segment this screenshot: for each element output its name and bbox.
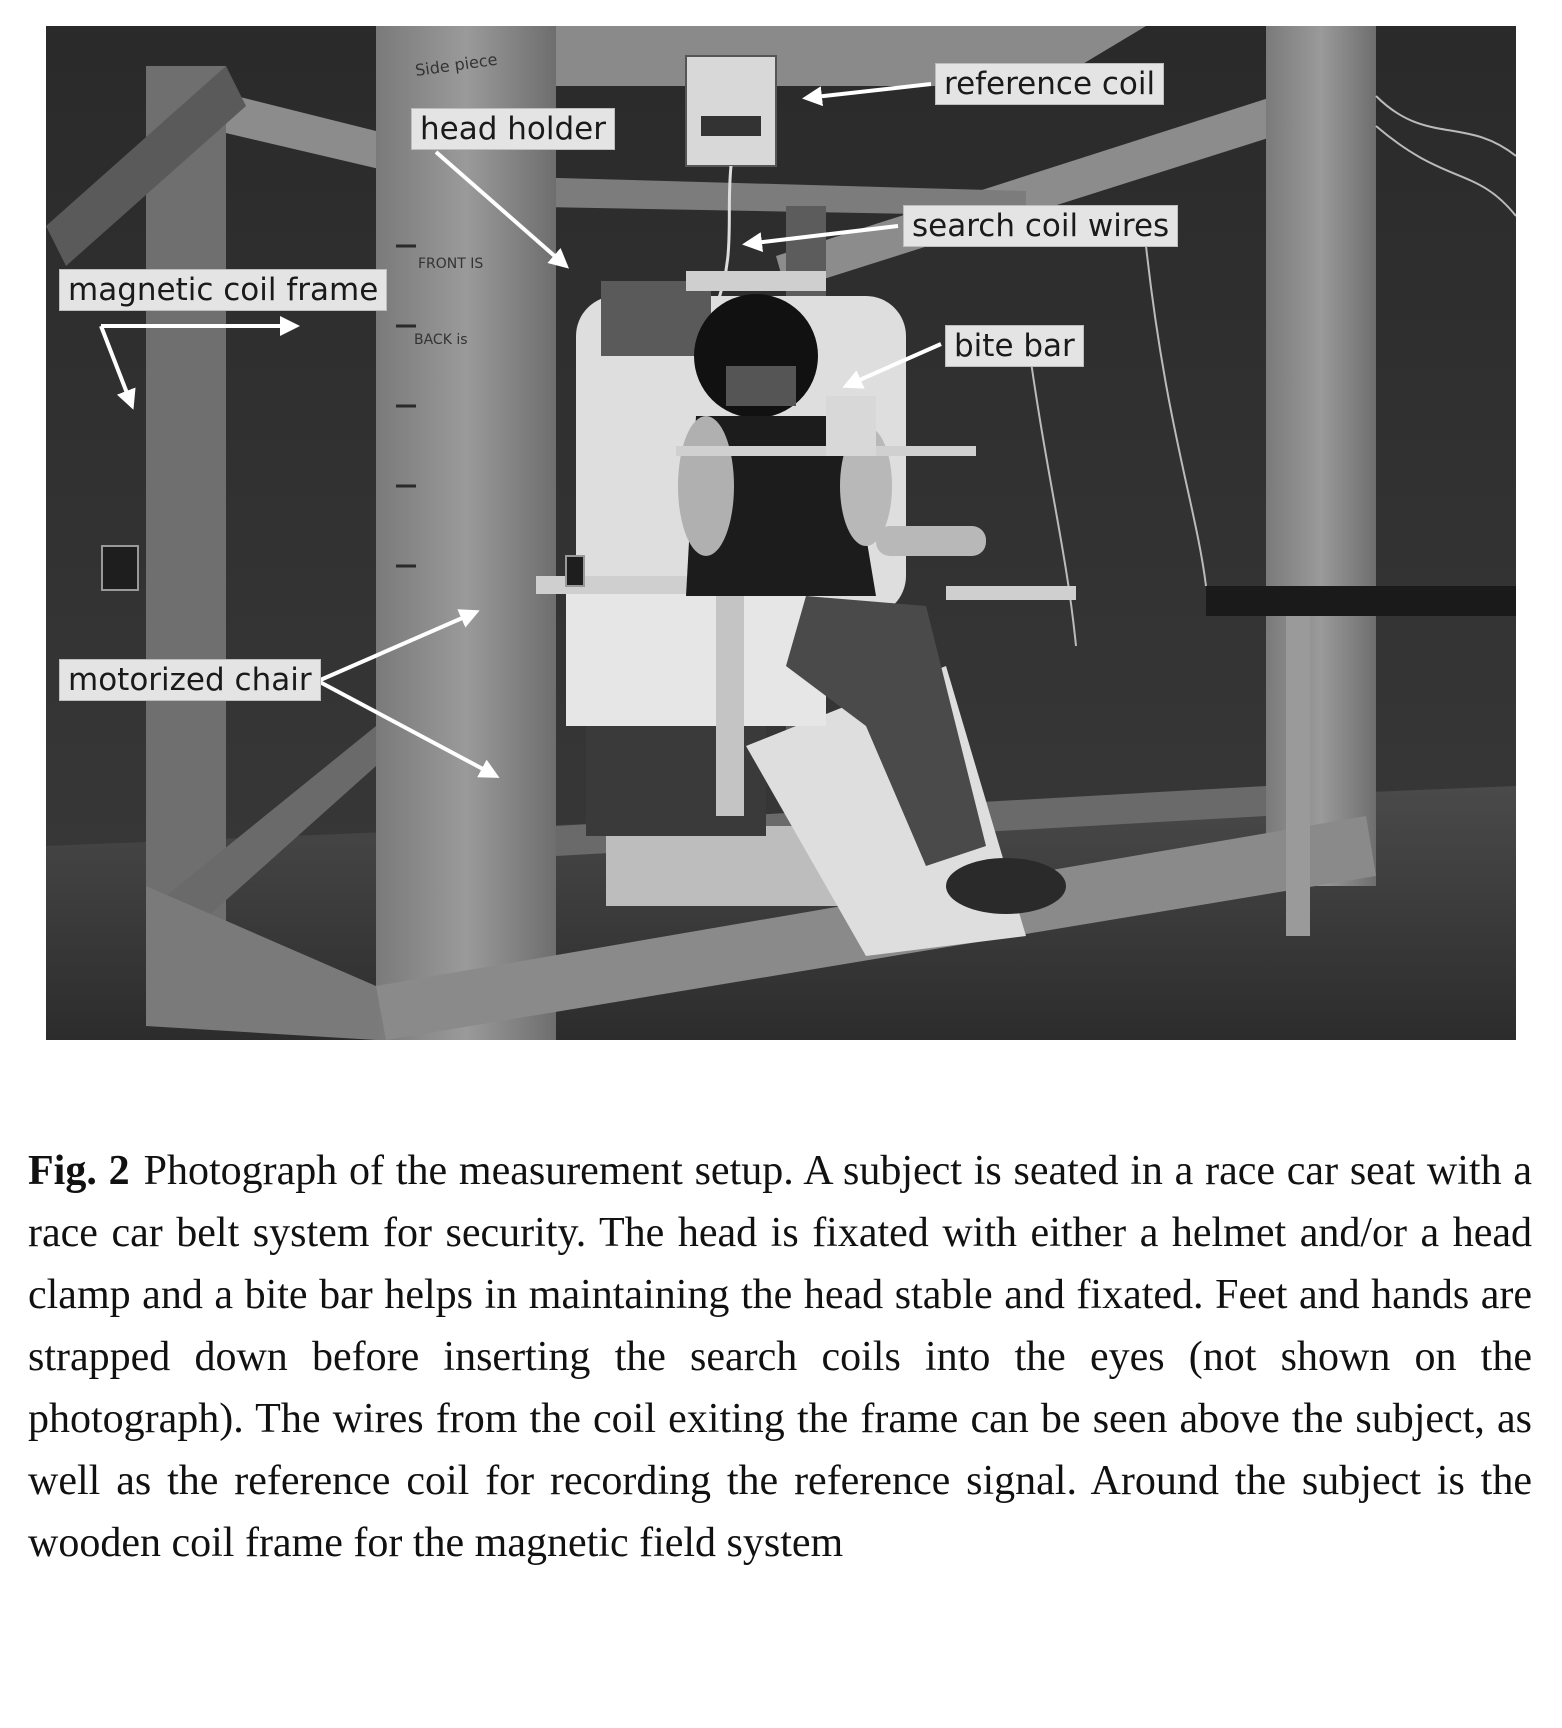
figure-caption <box>28 1140 1532 1574</box>
post-left-rear <box>146 66 226 926</box>
subject-arm-left <box>678 416 734 556</box>
callout-head-holder: head holder <box>412 109 614 149</box>
reference-coil-box <box>686 56 776 166</box>
post-right <box>1266 26 1376 886</box>
chair-platform-right <box>946 586 1076 600</box>
photo-illustration <box>46 26 1516 1040</box>
annotation-back: BACK is <box>414 332 468 348</box>
bite-bar-mount <box>826 396 876 456</box>
head-holder <box>601 281 711 356</box>
side-table-leg <box>1286 616 1310 936</box>
chair-seat <box>566 586 826 726</box>
annotation-side-piece: Side piece <box>413 49 499 80</box>
post-front-left <box>376 26 556 1040</box>
callout-motorized-chair: motorized chair <box>60 660 320 700</box>
caption-text: Photograph of the measurement setup. A subject is seated in a race car seat with a race car belt system for security. The head is fixated with either a helmet and/or a head clamp and a bite bar helps in maintaining the head stable and fixated. Feet and hands are strapped down before inserting the search coils into the eyes (not shown on the photograph). The wires from the coil exiting the frame can be seen above the subject, as well as the reference coil for recording the reference signal. Around the subject is the wooden coil frame for the magnetic field system <box>28 1148 1532 1566</box>
callout-reference-coil: reference coil <box>936 64 1163 104</box>
figure-label: Fig. 2 <box>28 1148 130 1194</box>
side-table-top <box>1206 586 1516 616</box>
wall-outlet-mid <box>566 556 584 586</box>
chair-post <box>716 596 744 816</box>
subject-shoes <box>946 858 1066 914</box>
subject-face-blur <box>726 366 796 406</box>
wall-outlet-left <box>102 546 138 590</box>
annotation-front: FRONT IS <box>418 256 484 272</box>
subject-forearm-right <box>876 526 986 556</box>
callout-bite-bar: bite bar <box>946 326 1083 366</box>
callout-magnetic-coil-frame: magnetic coil frame <box>60 270 386 310</box>
measurement-setup-photograph <box>46 26 1516 1040</box>
callout-search-coil-wires: search coil wires <box>904 206 1177 246</box>
